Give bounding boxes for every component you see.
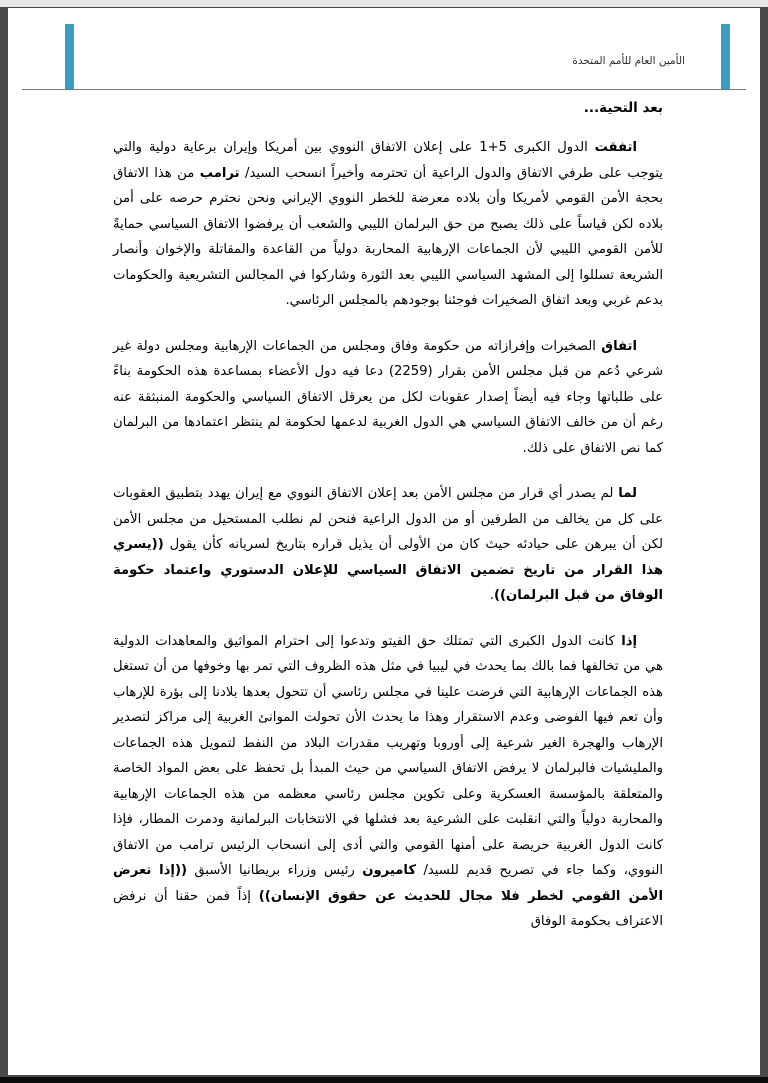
paragraph-4-lead-2: كاميرون [362, 863, 417, 878]
paragraph-1-lead-2: ترامب [199, 165, 240, 181]
viewer-right-edge [760, 7, 768, 1083]
document-body [113, 100, 663, 935]
paragraph-1-text-b: من هذا الاتفاق بحجة الأمن القومي لأمريكا وأن بلاده معرضة للخطر النووي الإيراني ونحن نحترم حرصه على أمن بلاده لكن قياساً على ذلك يصبح من حق البرلمان الليبي والشعب أن يرفضوا الاتفاق السياسي حمايةً للأمن القومي الليبي لأن الجماعات الإرهابية المحاربة دولياً من القاعدة والمقاتلة والإخوان وأنصار الشريعة تسللوا إلى المشهد السياسي الليبي بعد الثورة وشاركوا في المجالس التشريعية والحكومات بدعم غربي وبعد اتفاق الصخيرات فوجئنا بوجودهم بالمجلس الرئاسي. [113, 165, 663, 308]
paragraph-3 [113, 481, 663, 609]
paragraph-2-lead: اتفاق [601, 338, 637, 354]
paragraph-2-text-a: الصخيرات وإفرازاته من حكومة وفاق ومجلس من الجماعات الإرهابية ومجلس دولة غير شرعي دُعم من قبل مجلس الأمن بقرار (2259) دعا فيه دول الأعضاء بمساعدة هذه الحكومة بناءً على طلباتها وجاء فيه أيضاً إصدار عقوبات لكل من يعرقل الاتفاق السياسي والحكومة المنبثقة عنه رغم أن من خالف الاتفاق السياسي هي الدول الغربية لدعمها لحكومة لم ينتظر اعتمادها من البرلمان كما نص الاتفاق على ذلك. [113, 338, 663, 456]
paragraph-3-text-a: لم يصدر أي قرار من مجلس الأمن بعد إعلان الاتفاق النووي مع إيران يهدد بتطبيق العقوبات على كل من يخالف من الطرفين أو من الدول الراعية فنحن لم نطلب المستحيل من مجلس الأمن لكن أن يبرهن على حيادئه حيث كان من الأولى أن يذيل قراره بتاريخ لسريانه كأن يقول [113, 486, 663, 552]
paragraph-3-quote: ((يسري هذا القرار من تاريخ تضمين الاتفاق السياسي للإعلان الدستوري واعتماد حكومة الوفاق من قبل البرلمان)) [113, 537, 663, 603]
paragraph-4-lead: إذا [621, 633, 637, 649]
paragraph-1-text-a: الدول الكبرى 5+1 على إعلان الاتفاق النووي بين أمريكا وإيران برعاية دولية والتي يتوجب على طرفي الاتفاق والدول الراعية أن تحترمه وأخيراً انسحب السيد/ [113, 140, 663, 181]
salutation: بعد التحية... [583, 100, 663, 116]
letterhead-divider [22, 89, 746, 90]
viewer-top-edge [0, 0, 768, 7]
paragraph-4-quote: ((إذا تعرض الأمن القومي لخطر فلا مجال للحديث عن حقوق الإنسان)) [113, 863, 664, 904]
letterhead [8, 8, 760, 90]
letterhead-accent-bar-left [65, 24, 74, 90]
viewer-left-edge [0, 7, 8, 1083]
paragraph-4-text-b: رئيس وزراء بريطانيا الأسبق [187, 863, 363, 878]
letterhead-title: الأمين العام للأمم المتحدة [572, 55, 685, 67]
paragraph-1 [113, 135, 663, 314]
document-page [8, 8, 760, 1075]
viewer-bottom-edge [0, 1077, 768, 1083]
paragraph-2 [113, 334, 663, 462]
letterhead-accent-bar-right [721, 24, 730, 90]
paragraph-3-text-b: . [489, 588, 494, 603]
paragraph-4-text-a: كانت الدول الكبرى التي تمتلك حق الفيتو وتدعوا إلى احترام المواثيق والمعاهدات الدولية هي من تخالفها فما بالك بما يحدث في ليبيا في مثل هذه الظروف التي تمر بها وخوفها من أن تستغل هذه الجماعات الإرهابية التي فرضت علينا في مجلس رئاسي أن تتحول بعدها بلادنا إلى بؤرة للإرهاب وأن تعم فيها الفوضى وعدم الاستقرار وهذا ما يحدث الأن تحولت الموانئ الغربية إلى مراكز لتصدير الإرهاب والهجرة الغير شرعية إلى أوروبا وتهريب مقدرات البلاد من النفط لتمويل هذه الجماعات والمليشيات فالبرلمان لا يرفض الاتفاق السياسي من حيث المبدأ بل تحفظ على بعض المواد الخاصة والمتعلقة بالمؤسسة العسكرية وعلى تكوين مجلس رئاسي معظمه من هذه الجماعات الإرهابية والمحاربة دولياً والتي انقلبت على الشرعية بعد فشلها في الانتخابات البرلمانية ودمرت المطار، فإذا كانت الدول الغربية حريصة على أمنها القومي والتي أدى إلى انسحاب الرئيس ترامب من الاتفاق النووي، وكما جاء في تصريح قديم للسيد/ [113, 633, 663, 878]
paragraph-4 [113, 629, 663, 935]
paragraph-4-text-c: إذاً فمن حقنا أن نرفض الاعتراف بحكومة الوفاق [113, 888, 663, 929]
paragraph-3-lead: لما [618, 486, 637, 501]
paragraph-1-lead: اتفقت [594, 140, 637, 155]
